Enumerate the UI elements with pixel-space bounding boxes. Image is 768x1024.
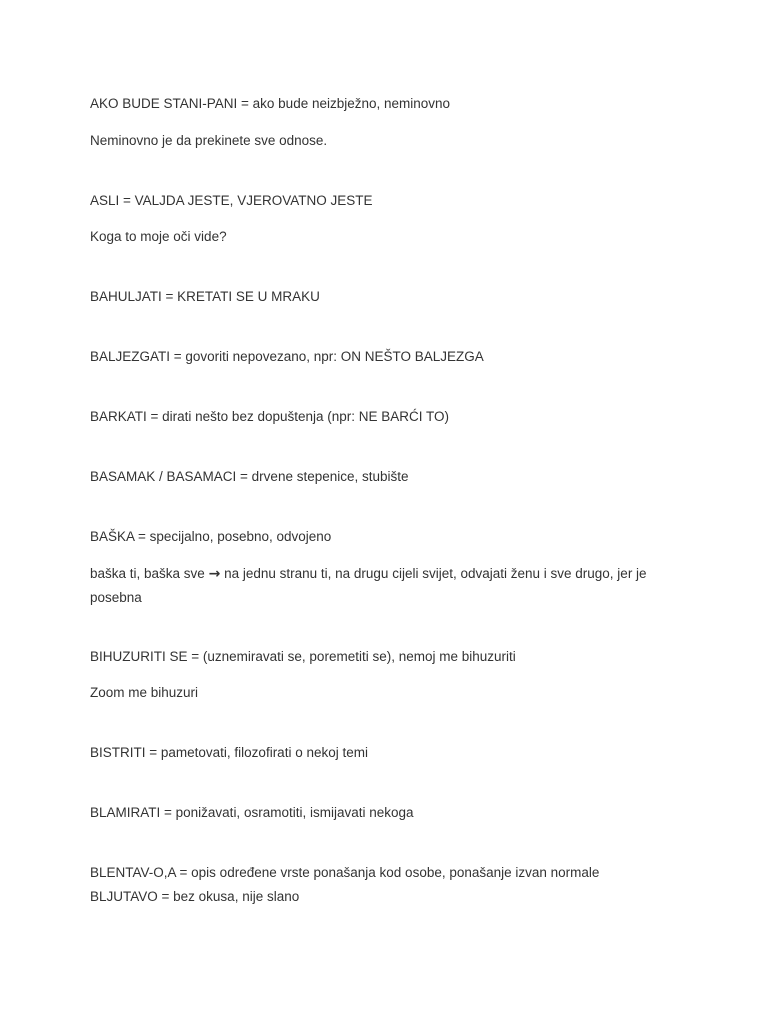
entry-blamirati: BLAMIRATI = ponižavati, osramotiti, ismijavati nekoga [90, 805, 414, 820]
example-baska-after-arrow: na jednu stranu ti, na drugu cijeli svijet, odvajati ženu i sve drugo, jer je posebna [90, 566, 647, 605]
entry-baljezgati: BALJEZGATI = govoriti nepovezano, npr: ON NEŠTO BALJEZGA [90, 349, 484, 364]
example-neminovno: Neminovno je da prekinete sve odnose. [90, 133, 328, 148]
example-baska [90, 562, 690, 610]
right-arrow-icon: → [208, 566, 221, 582]
entry-ako-bude-stani-pani: AKO BUDE STANI-PANI = ako bude neizbježno, neminovno [90, 96, 451, 111]
entry-barkati: BARKATI = dirati nešto bez dopuštenja (npr: NE BARĆI TO) [90, 409, 450, 424]
example-koga-to-moje-oci-vide: Koga to moje oči vide? [90, 229, 227, 244]
entry-baska: BAŠKA = specijalno, posebno, odvojeno [90, 529, 332, 544]
entry-bahuljati: BAHULJATI = KRETATI SE U MRAKU [90, 289, 320, 304]
entry-basamak: BASAMAK / BASAMACI = drvene stepenice, stubište [90, 469, 409, 484]
example-baska-before-arrow: baška ti, baška sve [90, 566, 205, 581]
example-zoom-me-bihuzuri: Zoom me bihuzuri [90, 685, 199, 700]
entry-blentav: BLENTAV-O,A = opis određene vrste ponašanja kod osobe, ponašanje izvan normale [90, 865, 600, 880]
entry-bljutavo: BLJUTAVO = bez okusa, nije slano [90, 889, 300, 904]
entry-bihuzuriti-se: BIHUZURITI SE = (uznemiravati se, poremetiti se), nemoj me bihuzuriti [90, 649, 516, 664]
entry-asli: ASLI = VALJDA JESTE, VJEROVATNO JESTE [90, 193, 373, 208]
entry-bistriti: BISTRITI = pametovati, filozofirati o nekoj temi [90, 745, 368, 760]
